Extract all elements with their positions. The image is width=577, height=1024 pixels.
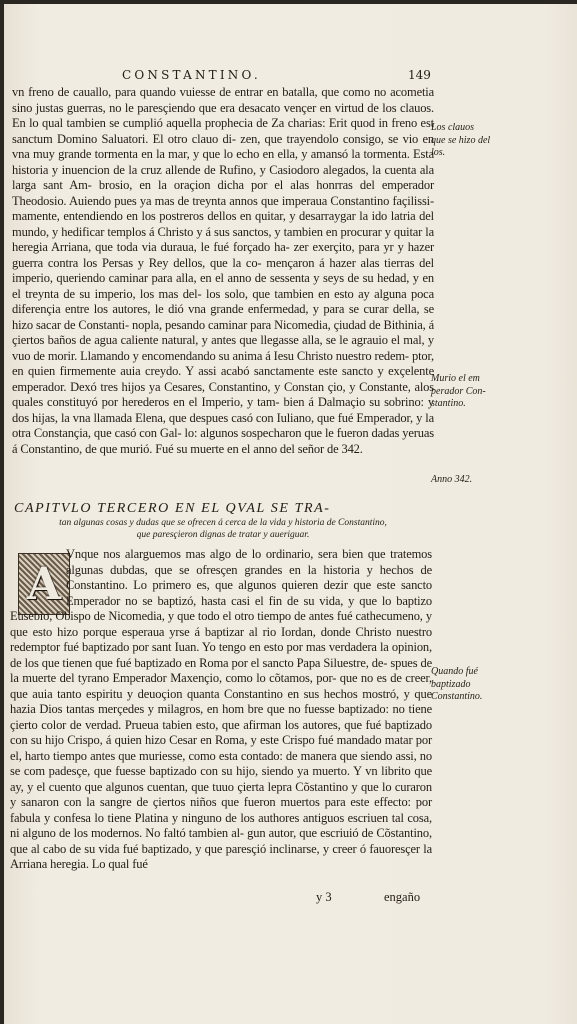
text-line: zer exerçito, para yr y hazer guerra contra los Persas y Rey dellos, que la co-: [12, 240, 435, 270]
margin-note-line: stantino.: [431, 398, 466, 409]
text-line: gun autor, que escriuió de Cõstantino, que al cabo de su vida fué baptizado,: [10, 826, 432, 856]
running-title: CONSTANTINO.: [122, 68, 261, 82]
margin-note-baptism: [431, 666, 527, 704]
text-line: esto, que afirman los autores, que fué baptizado con su hijo Crispo, á quien: [10, 717, 432, 747]
text-line: charias: Erit quod in freno est sanctum Domino Saluatori. El otro clauo di-: [12, 116, 434, 146]
page-number: 149: [408, 68, 431, 82]
text-line: mamente, entendiendo en los postreros dellos en quitar, y desarraygar la ido: [12, 209, 388, 223]
page-header: [4, 68, 577, 86]
chapter-title: CAPITVLO TERCERO EN EL QVAL SE TRA-: [14, 501, 331, 516]
text-line: spues de la muerte del tyrano Emperador Maxençio, como lo cõtamos, por-: [10, 655, 432, 685]
text-line: procurar y quitar la heregia Arriana, que toda via duraua, le fué forçado ha-: [12, 224, 434, 254]
text-line: casó con Iuliano, que fué Emperador, y la otra Constançia, que casó con Gal-: [12, 410, 434, 440]
text-line: cruz allende de Rufino, y Casiodoro alegados, la cuenta ala larga sant Am-: [12, 162, 434, 192]
text-line: murió. Fué su muerte en el anno del señor de 342.: [120, 441, 363, 456]
text-line: este effecto: por fabula y confesa lo tiene Platina y ninguno de los authores: [10, 795, 432, 825]
text-line: de su vida, y que lo baptizo Eusebio, Obispo de Nicomedia, y: [10, 593, 432, 623]
text-block-constantine-death: [12, 85, 434, 495]
text-line: acometia sino justas guerras, no le paresçiendo que era desacato vençer en: [12, 85, 435, 115]
drop-cap-spacer: [10, 547, 66, 609]
margin-note-nails: [431, 122, 527, 160]
text-line: padesçe, que fuesse baptizado con su hijo, siendo ya muerto. Y vn librito que: [48, 764, 432, 778]
margin-note-line: Los clauos: [431, 122, 475, 133]
text-line: y que lo echo en ella, y amansó la tormenta. Esta historia y inuencion de la: [12, 147, 434, 177]
text-line: y exçelente emperador. Dexó tres hijos ya Cesares, Constantino, y Constan: [12, 364, 434, 394]
text-block-baptism-questions: [10, 547, 432, 905]
page-footer: [4, 890, 577, 906]
text-line: morir. Llamando y encomendando su anima á Iesu Christo nuestro redem-: [47, 348, 409, 363]
text-line: hizo Cesar en Roma, y este Crispo fué mandado matar por el, harto tiempo: [10, 733, 432, 763]
text-line: Vnque nos alarguemos mas algo de lo ordinario, sera bien que: [66, 547, 386, 561]
signature-mark: y 3: [316, 890, 332, 904]
text-line: lo curaron y sanaron con la sangre de çiertos niños que fueron muertos para: [10, 779, 432, 809]
margin-note-line: Quando fué: [431, 666, 478, 677]
text-line: çio, y Constante, alos quales constituyó por herederos en el Imperio, y tam-: [12, 379, 434, 409]
text-line: baptizado por sant Iuan. Yo tengo en esto por mas verdadera la opinion, de: [10, 640, 433, 670]
text-line: y que paresçió inclinarse, y creer ó fauoresçer la Arriana heregia. Lo qual fué: [10, 841, 432, 871]
text-line: vn freno de cauallo, para quando vuiesse de entrar en batalla, que como no: [12, 85, 387, 99]
text-line: antiguos escriuen tal cosa, ni alguno de los modernos. No faltó tambien al-: [10, 810, 432, 840]
text-line: ptor, en quien firmemente auia creydo. Y assi acabó sanctamente este sancto: [12, 348, 434, 378]
catchword: engaño: [384, 890, 421, 904]
text-line: zen, que trayendolo consigo, se vio en vna muy grande tormenta en la mar,: [12, 131, 435, 161]
text-line: ay, y el cuento que algunos cuentan, que tuuo çierta lepra Cõstantino y que: [10, 779, 379, 794]
text-line: que no es de creer, que auia tanto espiritu y deuoçion quanta Constantino: [10, 671, 432, 701]
initial-letter-glyph: A: [26, 558, 62, 610]
text-line: virtud de los clauos. En lo qual tambien se cumplió aquella prophecia de Za: [12, 100, 434, 130]
text-line: dezir que este sancto Emperador no se baptizó, hasta casi el fin: [66, 578, 432, 608]
text-line: antes que muriesse, como esta contado: de manera que siendo assi, no se com: [10, 748, 432, 778]
text-line: de agua caliente natural, y antes que llegasse alla, se le agrauio el mal, y vuo de: [12, 333, 434, 363]
text-line: Auiendo pues ya mas de treynta annos que imperaua Constantino façilissi-: [69, 193, 434, 208]
margin-note-line: baptizado: [431, 678, 471, 690]
margin-note-line: Murio el em: [431, 373, 480, 384]
text-line: mençaron á hazer alas tierras del imperio, queriendo caminar para alla, en el: [12, 255, 434, 285]
book-page: [4, 4, 577, 1024]
text-line: tratemos algunas dubdas, que se ofresçen grandes en la historia: [66, 547, 432, 577]
text-line: bre que no fuesse baptizado: no tiene çierto color de verdad. Prueua tabien: [10, 702, 432, 732]
text-line: bien á Dalmaçio su sobrino: y dos hijas, la vna llamada Elena, que despues: [12, 395, 434, 425]
text-line: los solo, que tambien en esto ay alguna poca diferençia entre los autores, le: [12, 286, 434, 316]
margin-note-year: [431, 474, 527, 487]
text-line: esperaua yrse á baptizar al rio Iordan, donde Christo nuestro redemptor fué: [10, 624, 432, 654]
text-line: los que tienen que fué baptizado en Roma por el sancto Papa Siluestre, de-: [24, 655, 388, 670]
chapter-heading: [14, 501, 432, 547]
margin-note-line: Constantino.: [431, 691, 483, 702]
margin-note-emperor-death: [431, 373, 527, 411]
margin-note-line: que se hizo del: [431, 134, 491, 146]
margin-note-line: perador Con-: [431, 385, 486, 397]
margin-note-line: los.: [431, 147, 446, 158]
text-line: latria del mundo, y hedificar templos á Christo y á sus sanctos, y tambien en: [12, 209, 434, 239]
text-line: dió vna grande enfermedad, y para se curar della, se hizo sacar de Constanti-: [12, 302, 434, 332]
text-line: nopla, pesando caminar para Nicomedia, çiudad de Bithinia, á çiertos baños: [12, 317, 434, 347]
text-line: que todo el otro tiempo de antes fué cathecumeno, y que esto hizo porque: [10, 609, 433, 639]
text-line: anno de sessenta y seys de su hedad, y en el treynta de su imperio, los mas del-: [12, 271, 434, 301]
text-line: lo: algunos sospecharon que le fueron dadas yeruas á Constantino, de que: [12, 426, 434, 456]
text-line: y hechos de Constantino. Lo primero es, que algunos quieren: [66, 562, 432, 592]
chapter-subtitle-line-1: tan algunas cosas y dudas que se ofrecen á cerca de la vida y historia de Constantino,: [59, 518, 387, 528]
text-line: brosio, en la oraçion dicha por el alas honrras del emperador Theodosio.: [12, 178, 435, 208]
chapter-subtitle-line-2: que paresçieron dignas de tratar y aueriguar.: [136, 530, 310, 540]
margin-note-line: Anno 342.: [431, 474, 473, 485]
text-line: en sus hechos mostró, y que hazia Dios tantas merçedes y milagros, en hom: [10, 686, 432, 716]
